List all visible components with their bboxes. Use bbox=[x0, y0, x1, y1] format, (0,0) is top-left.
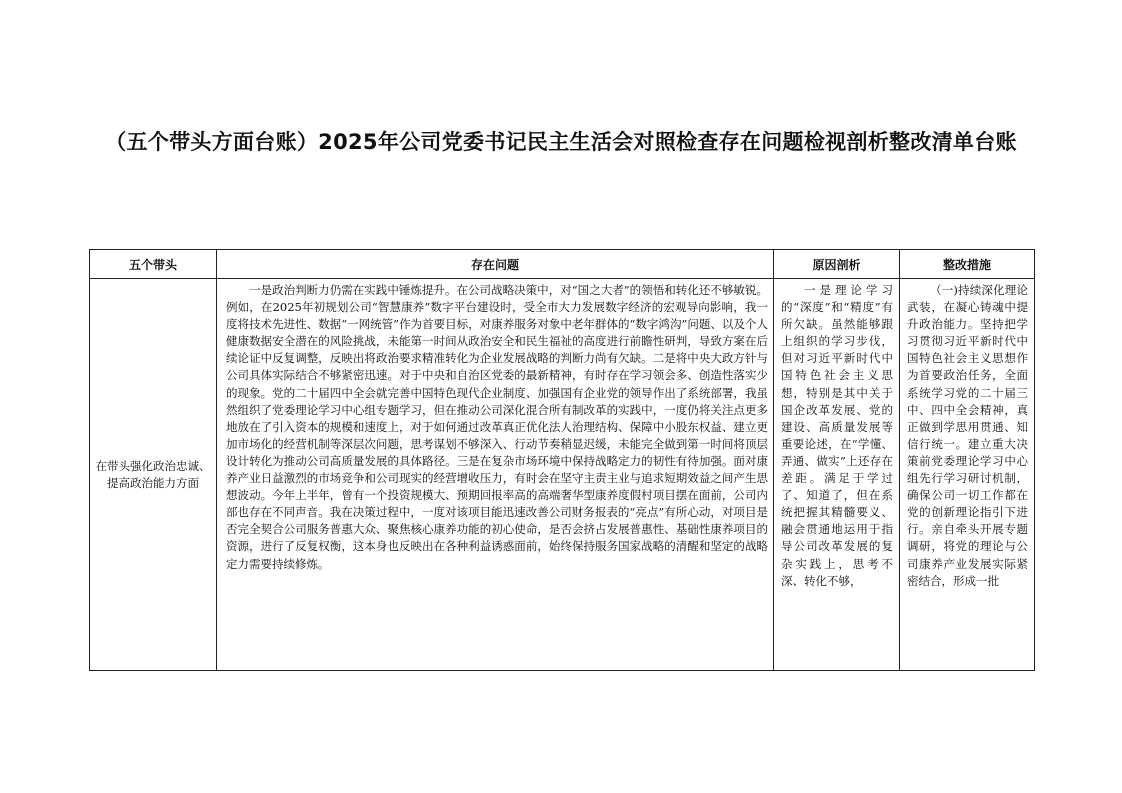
document-title: （五个带头方面台账）2025年公司党委书记民主生活会对照检查存在问题检视剖析整改清单台账 bbox=[105, 130, 1017, 154]
area-cell: 在带头强化政治忠诚、提高政治能力方面 bbox=[90, 279, 217, 671]
causes-cell bbox=[774, 279, 900, 671]
problems-text: 一是政治判断力仍需在实践中锤炼提升。在公司战略决策中，对“国之大者”的领悟和转化还不够敏锐。例如，在2025年初规划公司“智慧康养”数字平台建设时，受全市大力发展数字经济的宏观导向影响，我一度将技术先进性、数据“一网统管”作为首要目标，对康养服务对象中老年群体的“数字鸿沟”问题、以及个人健康数据安全潜在的风险挑战，未能第一时间从政治安全和民生福祉的高度进行前瞻性研判，导致方案在后续论证中反复调整，反映出将政治要求精准转化为企业发展战略的判断力尚有欠缺。二是将中央大政方针与公司具体实际结合不够紧密迅速。对于中央和自治区党委的最新精神，有时存在学习领会多、创造性落实少的现象。党的二十届四中全会就完善中国特色现代企业制度、加强国有企业党的领导作出了系统部署，我虽然组织了党委理论学习中心组专题学习，但在推动公司深化混合所有制改革的实践中，一度仍将关注点更多地放在了引入资本的规模和速度上，对于如何通过改革真正优化法人治理结构、保障中小股东权益、建立更加市场化的经营机制等深层次问题，思考谋划不够深入、行动节奏稍显迟缓，未能完全做到第一时间将顶层设计转化为推动公司高质量发展的具体路径。三是在复杂市场环境中保持战略定力的韧性有待加强。面对康养产业日益激烈的市场竞争和公司现实的经营增收压力，有时会在坚守主责主业与追求短期效益之间产生思想波动。今年上半年，曾有一个投资规模大、预期回报率高的高端奢华型康养度假村项目摆在面前，公司内部也存在不同声音。我在决策过程中，一度对该项目能迅速改善公司财务报表的“亮点”有所心动，对项目是否完全契合公司服务普惠大众、聚焦核心康养功能的初心使命，是否会挤占发展普惠性、基础性康养项目的资源，进行了反复权衡，这本身也反映出在各种利益诱惑面前，始终保持服务国家战略的清醒和坚定的战略定力需要持续修炼。 bbox=[226, 283, 768, 571]
rectification-ledger-table bbox=[89, 249, 1035, 671]
table-row bbox=[90, 279, 1035, 671]
measures-cell bbox=[900, 279, 1035, 671]
table-header-row bbox=[90, 250, 1035, 279]
problems-cell bbox=[217, 279, 774, 671]
column-header-causes: 原因剖析 bbox=[774, 250, 900, 279]
column-header-area: 五个带头 bbox=[90, 250, 217, 279]
causes-text: 一是理论学习的“深度”和“精度”有所欠缺。虽然能够跟上组织的学习步伐，但对习近平新时代中国特色社会主义思想，特别是其中关于国企改革发展、党的建设、高质量发展等重要论述，在“学懂、弄通、做实”上还存在差距。满足于学过了、知道了，但在系统把握其精髓要义、融会贯通地运用于指导公司改革发展的复杂实践上，思考不深、转化不够， bbox=[781, 283, 893, 588]
column-header-problems: 存在问题 bbox=[217, 250, 774, 279]
measures-text: （一)持续深化理论武装，在凝心铸魂中提升政治能力。坚持把学习贯彻习近平新时代中国特色社会主义思想作为首要政治任务，全面系统学习党的二十届三中、四中全会精神，真正做到学思用贯通、知信行统一。建立重大决策前党委理论学习中心组先行学习研讨机制，确保公司一切工作都在党的创新理论指引下进行。亲自牵头开展专题调研，将党的理论与公司康养产业发展实际紧密结合，形成一批 bbox=[907, 283, 1028, 588]
column-header-measures: 整改措施 bbox=[900, 250, 1035, 279]
